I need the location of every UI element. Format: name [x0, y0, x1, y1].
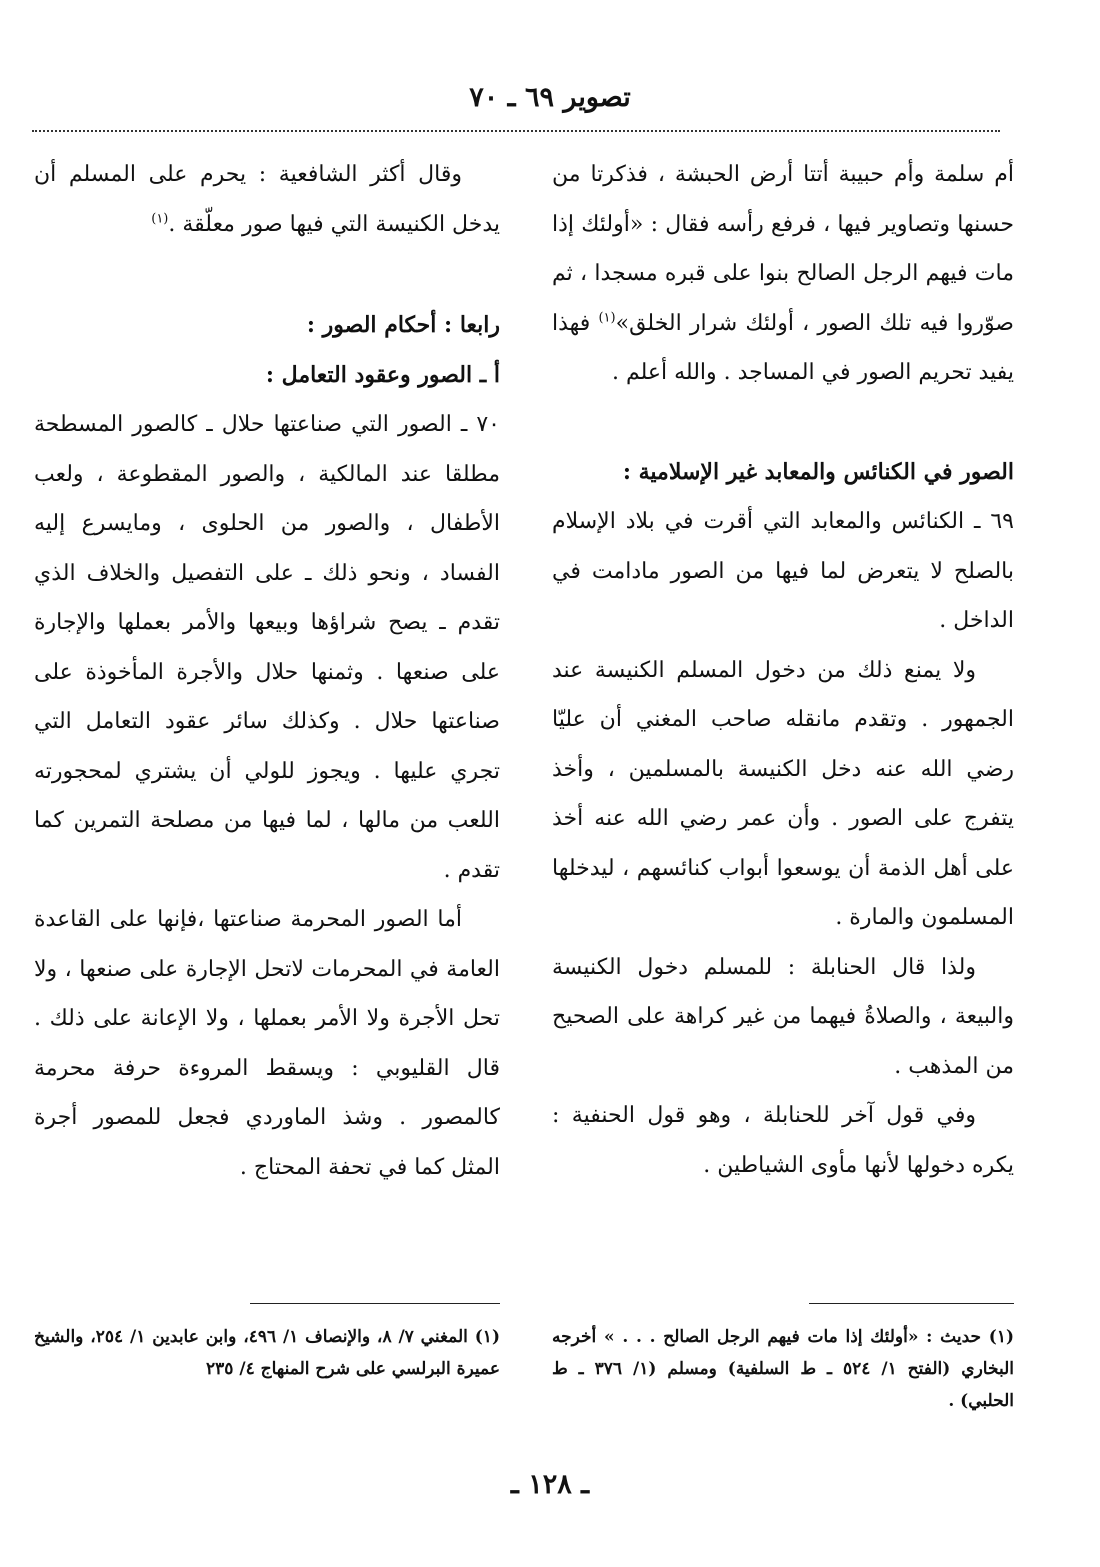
footnote-divider: [809, 1303, 1014, 1304]
paragraph: ٦٩ ـ الكنائس والمعابد التي أقرت في بلاد الإسلام بالصلح لا يتعرض لما فيها من الصور مادامت في الداخل .: [552, 509, 1014, 633]
paragraph: أما الصور المحرمة صناعتها ،فإنها على القاعدة العامة في المحرمات لاتحل الإجارة على صنعها ، ولا تحل الأجرة ولا الأمر بعملها ، ولا الإعانة على ذلك . قال القليوبي : ويسقط المروءة حرفة محرمة كالمصور . وشذ الماوردي فجعل للمصور أجرة المثل كما في تحفة المحتاج .: [34, 907, 500, 1180]
subsection-heading: أ ـ الصور وعقود التعامل :: [265, 361, 500, 388]
paragraph: ٧٠ ـ الصور التي صناعتها حلال ـ كالصور المسطحة مطلقا عند المالكية ، والصور المقطوعة ، ولعب الأطفال ، والصور من الحلوى ، ومايسرع إليه الفساد ، ونحو ذلك ـ على التفصيل والخلاف الذي تقدم ـ يصح شراؤها وبيعها والأمر بعملها والإجارة على صنعها . وثمنها حلال والأجرة المأخوذة على صناعتها حلال . وكذلك سائر عقود التعامل التي تجري عليها . ويجوز للولي أن يشتري لمحجورته اللعب من مالها ، لما فيها من مصلحة التمرين كما تقدم .: [34, 412, 500, 883]
paragraph: ولا يمنع ذلك من دخول المسلم الكنيسة عند الجمهور . وتقدم مانقله صاحب المغني أن عليّا رضي الله عنه دخل الكنيسة بالمسلمين ، وأخذ يتفرج على الصور . وأن عمر رضي الله عنه أخذ على أهل الذمة أن يوسعوا أبواب كنائسهم ، ليدخلها المسلمون والمارة .: [552, 657, 1014, 930]
paragraph-text: فهذا يفيد تحريم الصور في المساجد . والله أعلم .: [552, 310, 1014, 385]
left-column: [34, 150, 500, 1192]
footnote-right: [552, 1321, 1014, 1417]
right-column: [552, 150, 1014, 1190]
header-dotted-rule: [32, 130, 1000, 132]
footnote-divider: [250, 1303, 500, 1304]
footnote-text: (١) المغني ٧/ ٨، والإنصاف ١/ ٤٩٦، وابن عابدين ١/ ٢٥٤، والشيخ عميرة البرلسي على شرح المنهاج ٤/ ٢٣٥: [34, 1327, 500, 1379]
running-header: تصوير ٦٩ ـ ٧٠: [469, 82, 631, 113]
paragraph: [34, 150, 500, 249]
section-heading: الصور في الكنائس والمعابد غير الإسلامية :: [622, 458, 1014, 485]
paragraph: ولذا قال الحنابلة : للمسلم دخول الكنيسة والبيعة ، والصلاةُ فيهما من غير كراهة على الصحيح من المذهب .: [552, 954, 1014, 1079]
paragraph: وفي قول آخر للحنابلة ، وهو قول الحنفية : يكره دخولها لأنها مأوى الشياطين .: [552, 1103, 1014, 1178]
section-heading: رابعا : أحكام الصور :: [306, 312, 500, 338]
footnote-ref: (١): [598, 310, 616, 326]
paragraph-text: أم سلمة وأم حبيبة أتتا أرض الحبشة ، فذكرتا من حسنها وتصاوير فيها ، فرفع رأسه فقال : «أولئك إذا مات فيهم الرجل الصالح بنوا على قبره مسجدا ، ثم صوّروا فيه تلك الصور ، أولئك شرار الخلق»: [552, 162, 1014, 336]
paragraph-text: وقال أكثر الشافعية : يحرم على المسلم أن يدخل الكنيسة التي فيها صور معلّقة .: [34, 162, 500, 237]
footnote-ref: (١): [151, 211, 169, 227]
footnote-text: (١) حديث : «أولئك إذا مات فيهم الرجل الصالح . . . » أخرجه البخاري (الفتح ١/ ٥٢٤ ـ ط السلفية) ومسلم (١/ ٣٧٦ ـ ط الحلبي) .: [552, 1327, 1014, 1411]
page-number: ـ ١٢٨ ـ: [510, 1469, 590, 1500]
footnote-left: [34, 1321, 500, 1385]
paragraph: [552, 150, 1014, 398]
